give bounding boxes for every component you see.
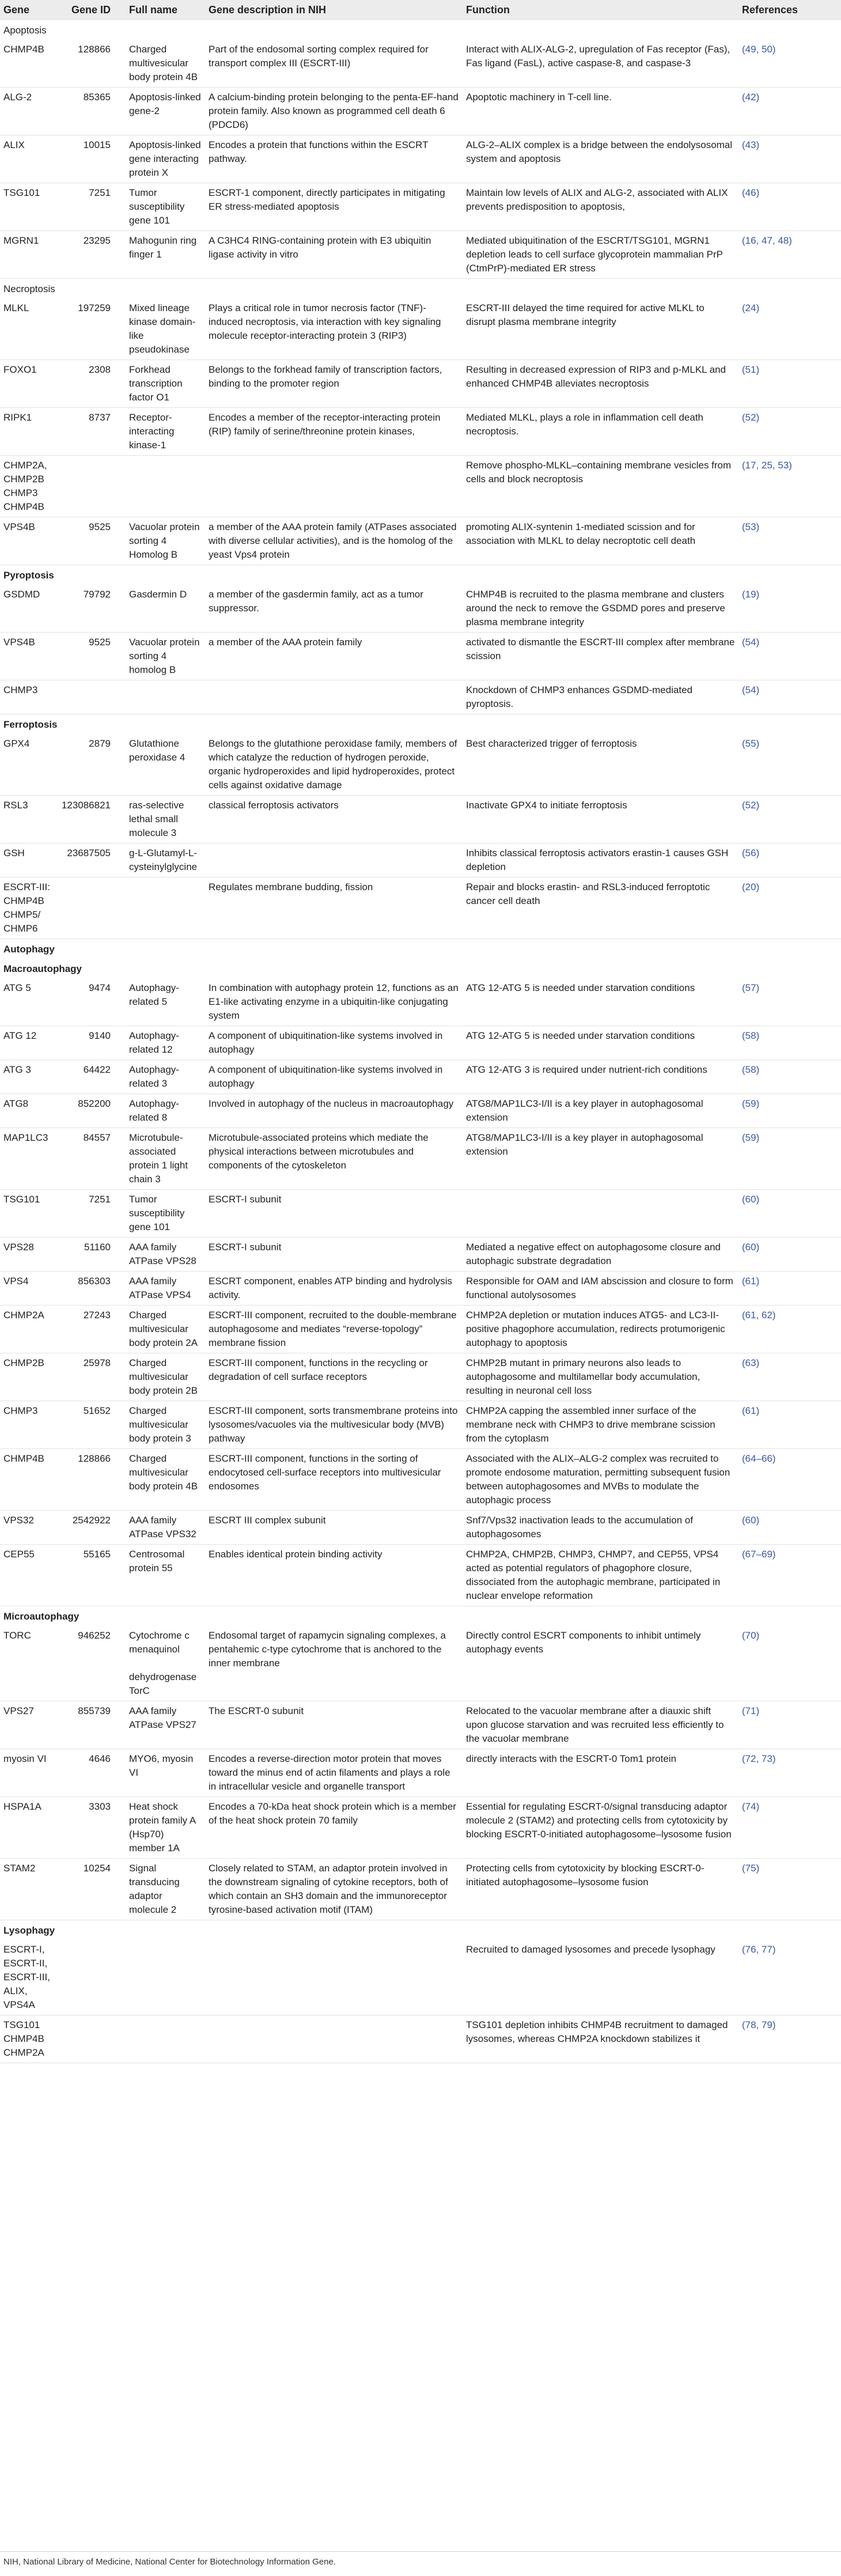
cell-description: Microtubule-associated proteins which mediate the physical interactions between microtubules and components of the cytoskeleton	[205, 1128, 463, 1190]
cell-function: Best characterized trigger of ferroptosis	[463, 734, 738, 796]
cell-function: Inhibits classical ferroptosis activators erastin-1 causes GSH depletion	[463, 843, 738, 877]
cell-description: Endosomal target of rapamycin signaling complexes, a pentahemic c-type cytochrome that is anchored to the inner membrane	[205, 1626, 463, 1701]
cell-references[interactable]: (46)	[738, 183, 841, 231]
cell-gene-id: 8737	[56, 408, 126, 456]
table-row	[0, 1026, 841, 1060]
section-row	[0, 714, 841, 735]
cell-function: ESCRT-III delayed the time required for active MLKL to disrupt plasma membrane integrity	[463, 298, 738, 360]
cell-gene: TSG101 CHMP4B CHMP2A	[0, 2015, 56, 2063]
cell-full-name: AAA family ATPase VPS28	[126, 1238, 205, 1272]
cell-full-name: Signal transducing adaptor molecule 2	[126, 1859, 205, 1920]
header-references: References	[738, 0, 841, 20]
cell-gene: FOXO1	[0, 360, 56, 408]
cell-gene: ESCRT-III: CHMP4B CHMP5/ CHMP6	[0, 877, 56, 939]
cell-function: Maintain low levels of ALIX and ALG-2, associated with ALIX prevents predisposition to apoptosis,	[463, 183, 738, 231]
cell-gene: CHMP3	[0, 1401, 56, 1449]
cell-gene-id: 2879	[56, 734, 126, 796]
cell-description: Belongs to the forkhead family of transcription factors, binding to the promoter region	[205, 360, 463, 408]
cell-function: ATG 12-ATG 3 is required under nutrient-rich conditions	[463, 1060, 738, 1094]
table-row	[0, 1238, 841, 1272]
cell-function: CHMP2A, CHMP2B, CHMP3, CHMP7, and CEP55, VPS4 acted as potential regulators of phagophore closure, dissociated from the autophagic membrane, participated in nuclear envelope reformation	[463, 1545, 738, 1606]
cell-description: A calcium-binding protein belonging to the penta-EF-hand protein family. Also known as programmed cell death 6 (PDCD6)	[205, 88, 463, 135]
cell-full-name: Autophagy-related 5	[126, 978, 205, 1026]
cell-gene-id: 10015	[56, 135, 126, 183]
cell-function: TSG101 depletion inhibits CHMP4B recruitment to damaged lysosomes, whereas CHMP2A knockdown stabilizes it	[463, 2015, 738, 2063]
cell-gene: TORC	[0, 1626, 56, 1701]
cell-description: ESCRT-III component, functions in the recycling or degradation of cell surface receptors	[205, 1353, 463, 1401]
cell-references[interactable]: (74)	[738, 1797, 841, 1859]
cell-references[interactable]: (54)	[738, 633, 841, 680]
table-header-row	[0, 0, 841, 20]
section-row	[0, 279, 841, 299]
cell-description: ESCRT-1 component, directly participates in mitigating ER stress-mediated apoptosis	[205, 183, 463, 231]
table-row	[0, 633, 841, 680]
cell-full-name: Mahogunin ring finger 1	[126, 231, 205, 279]
cell-description: ESCRT III complex subunit	[205, 1511, 463, 1545]
cell-references[interactable]: (61)	[738, 1401, 841, 1449]
cell-gene-id: 7251	[56, 1190, 126, 1238]
table-row	[0, 88, 841, 135]
cell-references[interactable]: (20)	[738, 877, 841, 939]
header-gene: Gene	[0, 0, 56, 20]
cell-function: ALG-2–ALIX complex is a bridge between the endolysosomal system and apoptosis	[463, 135, 738, 183]
cell-references[interactable]: (64–66)	[738, 1449, 841, 1511]
cell-gene: MAP1LC3	[0, 1128, 56, 1190]
cell-gene-id: 852200	[56, 1094, 126, 1128]
cell-gene: VPS4B	[0, 517, 56, 565]
cell-references[interactable]: (67–69)	[738, 1545, 841, 1606]
section-heading: Apoptosis	[3, 25, 47, 36]
cell-gene: GPX4	[0, 734, 56, 796]
table-body	[0, 20, 841, 2063]
table-row	[0, 183, 841, 231]
footnote: NIH, National Library of Medicine, National Center for Biotechnology Information Gene.	[3, 2557, 336, 2567]
header-function: Function	[463, 0, 738, 20]
cell-function: Snf7/Vps32 inactivation leads to the accumulation of autophagosomes	[463, 1511, 738, 1545]
cell-full-name: Charged multivesicular body protein 4B	[126, 40, 205, 88]
section-row	[0, 959, 841, 978]
cell-function: Mediated a negative effect on autophagosome closure and autophagic substrate degradation	[463, 1238, 738, 1272]
cell-description: Regulates membrane budding, fission	[205, 877, 463, 939]
cell-function: ATG 12-ATG 5 is needed under starvation conditions	[463, 1026, 738, 1060]
cell-gene-id: 23687505	[56, 843, 126, 877]
section-heading: Ferroptosis	[3, 719, 58, 730]
cell-references[interactable]: (71)	[738, 1701, 841, 1749]
cell-description: Encodes a protein that functions within the ESCRT pathway.	[205, 135, 463, 183]
cell-full-name: AAA family ATPase VPS4	[126, 1272, 205, 1306]
cell-description	[205, 1940, 463, 2015]
section-row	[0, 565, 841, 585]
cell-function: directly interacts with the ESCRT-0 Tom1 protein	[463, 1749, 738, 1797]
table-row	[0, 843, 841, 877]
cell-references[interactable]: (51)	[738, 360, 841, 408]
cell-references[interactable]: (54)	[738, 680, 841, 714]
table-row	[0, 1797, 841, 1859]
table-row	[0, 1449, 841, 1511]
cell-gene-id: 855739	[56, 1701, 126, 1749]
cell-function: Responsible for OAM and IAM abscission and closure to form functional autolysosomes	[463, 1272, 738, 1306]
table-row	[0, 408, 841, 456]
table-row	[0, 1940, 841, 2015]
cell-gene-id: 9474	[56, 978, 126, 1026]
cell-gene: CHMP2B	[0, 1353, 56, 1401]
cell-description: Part of the endosomal sorting complex required for transport complex III (ESCRT-III)	[205, 40, 463, 88]
cell-full-name: Charged multivesicular body protein 2A	[126, 1306, 205, 1353]
cell-gene-id: 123086821	[56, 796, 126, 843]
table-row	[0, 360, 841, 408]
table-row	[0, 2015, 841, 2063]
cell-gene: VPS28	[0, 1238, 56, 1272]
cell-gene: TSG101	[0, 1190, 56, 1238]
cell-full-name: Heat shock protein family A (Hsp70) member 1A	[126, 1797, 205, 1859]
table-row	[0, 1353, 841, 1401]
cell-gene-id	[56, 877, 126, 939]
cell-full-name: Microtubule-associated protein 1 light chain 3	[126, 1128, 205, 1190]
cell-function: Apoptotic machinery in T-cell line.	[463, 88, 738, 135]
cell-references[interactable]: (53)	[738, 517, 841, 565]
cell-gene: ALG-2	[0, 88, 56, 135]
cell-full-name: Tumor susceptibility gene 101	[126, 1190, 205, 1238]
cell-gene: MLKL	[0, 298, 56, 360]
cell-gene: CHMP4B	[0, 40, 56, 88]
cell-gene-id	[56, 680, 126, 714]
cell-description	[205, 456, 463, 517]
cell-gene-id	[56, 2015, 126, 2063]
cell-gene-id: 27243	[56, 1306, 126, 1353]
cell-full-name: AAA family ATPase VPS32	[126, 1511, 205, 1545]
cell-gene-id: 51652	[56, 1401, 126, 1449]
footnote-divider	[0, 2551, 841, 2552]
cell-function: Inactivate GPX4 to initiate ferroptosis	[463, 796, 738, 843]
cell-references[interactable]: (59)	[738, 1094, 841, 1128]
cell-full-name: Glutathione peroxidase 4	[126, 734, 205, 796]
cell-function: ATG8/MAP1LC3-I/II is a key player in autophagosomal extension	[463, 1128, 738, 1190]
cell-gene-id: 946252	[56, 1626, 126, 1701]
cell-gene: ALIX	[0, 135, 56, 183]
cell-full-name: Centrosomal protein 55	[126, 1545, 205, 1606]
table-row	[0, 1701, 841, 1749]
cell-gene: STAM2	[0, 1859, 56, 1920]
cell-full-name: Mixed lineage kinase domain-like pseudokinase	[126, 298, 205, 360]
cell-gene-id	[56, 1940, 126, 2015]
table-row	[0, 1128, 841, 1190]
cell-description: classical ferroptosis activators	[205, 796, 463, 843]
cell-full-name: ras-selective lethal small molecule 3	[126, 796, 205, 843]
cell-gene: ATG 5	[0, 978, 56, 1026]
cell-references[interactable]: (55)	[738, 734, 841, 796]
cell-description	[205, 843, 463, 877]
cell-gene-id: 128866	[56, 40, 126, 88]
cell-gene: VPS4	[0, 1272, 56, 1306]
cell-function: Directly control ESCRT components to inhibit untimely autophagy events	[463, 1626, 738, 1701]
cell-full-name	[126, 2015, 205, 2063]
cell-references[interactable]: (58)	[738, 1026, 841, 1060]
table-row	[0, 298, 841, 360]
cell-gene-id: 4646	[56, 1749, 126, 1797]
cell-gene: CHMP2A, CHMP2B CHMP3 CHMP4B	[0, 456, 56, 517]
cell-full-name: Gasdermin D	[126, 585, 205, 633]
cell-references[interactable]: (24)	[738, 298, 841, 360]
section-heading: Pyroptosis	[3, 570, 54, 581]
table-row	[0, 40, 841, 88]
header-gene-id: Gene ID	[56, 0, 126, 20]
cell-references[interactable]: (60)	[738, 1190, 841, 1238]
cell-function: CHMP2A capping the assembled inner surface of the membrane neck with CHMP3 to drive membrane scission from the cytoplasm	[463, 1401, 738, 1449]
cell-full-name: Charged multivesicular body protein 4B	[126, 1449, 205, 1511]
cell-references[interactable]: (57)	[738, 978, 841, 1026]
cell-description: Involved in autophagy of the nucleus in macroautophagy	[205, 1094, 463, 1128]
cell-references[interactable]: (76, 77)	[738, 1940, 841, 2015]
cell-description: ESCRT component, enables ATP binding and hydrolysis activity.	[205, 1272, 463, 1306]
table-row	[0, 978, 841, 1026]
cell-gene: TSG101	[0, 183, 56, 231]
cell-gene-id: 79792	[56, 585, 126, 633]
header-full-name: Full name	[126, 0, 205, 20]
cell-gene-id: 7251	[56, 183, 126, 231]
cell-function: Associated with the ALIX–ALG-2 complex was recruited to promote endosome maturation, permitting subsequent fusion between autophagosomes and MVBs to modulate the autophagic process	[463, 1449, 738, 1511]
cell-function: Mediated ubiquitination of the ESCRT/TSG101, MGRN1 depletion leads to cell surface glycoprotein mammalian PrP (CtmPrP)-mediated ER stress	[463, 231, 738, 279]
cell-gene: ESCRT-I, ESCRT-II, ESCRT-III, ALIX, VPS4A	[0, 1940, 56, 2015]
section-row	[0, 1606, 841, 1626]
cell-full-name: Charged multivesicular body protein 2B	[126, 1353, 205, 1401]
cell-full-name	[126, 877, 205, 939]
cell-references[interactable]: (17, 25, 53)	[738, 456, 841, 517]
cell-gene-id: 128866	[56, 1449, 126, 1511]
cell-gene-id: 856303	[56, 1272, 126, 1306]
cell-references[interactable]: (49, 50)	[738, 40, 841, 88]
cell-references[interactable]: (78, 79)	[738, 2015, 841, 2063]
table-row	[0, 1859, 841, 1920]
cell-description: Encodes a member of the receptor-interacting protein (RIP) family of serine/threonine protein kinases,	[205, 408, 463, 456]
cell-full-name: MYO6, myosin VI	[126, 1749, 205, 1797]
cell-function: CHMP4B is recruited to the plasma membrane and clusters around the neck to remove the GSDMD pores and preserve plasma membrane integrity	[463, 585, 738, 633]
cell-full-name	[126, 456, 205, 517]
cell-description: ESCRT-III component, functions in the sorting of endocytosed cell-surface receptors into multivesicular endosomes	[205, 1449, 463, 1511]
cell-full-name	[126, 680, 205, 714]
header-description: Gene description in NIH	[205, 0, 463, 20]
cell-description: a member of the gasdermin family, act as a tumor suppressor.	[205, 585, 463, 633]
cell-references[interactable]: (16, 47, 48)	[738, 231, 841, 279]
cell-references[interactable]: (70)	[738, 1626, 841, 1701]
cell-function: activated to dismantle the ESCRT-III complex after membrane scission	[463, 633, 738, 680]
cell-description: Enables identical protein binding activity	[205, 1545, 463, 1606]
cell-gene: ATG8	[0, 1094, 56, 1128]
cell-references[interactable]: (75)	[738, 1859, 841, 1920]
cell-references[interactable]: (52)	[738, 796, 841, 843]
table-row	[0, 734, 841, 796]
cell-function: Essential for regulating ESCRT-0/signal transducing adaptor molecule 2 (STAM2) and protecting cells from cytotoxicity by blocking ESCRT-0-initiated autophagosome–lysosome fusion	[463, 1797, 738, 1859]
cell-gene: myosin VI	[0, 1749, 56, 1797]
cell-function: ATG 12-ATG 5 is needed under starvation conditions	[463, 978, 738, 1026]
section-row	[0, 1920, 841, 1940]
cell-description: Encodes a reverse-direction motor protein that moves toward the minus end of actin filaments and plays a role in intracellular vesicle and organelle transport	[205, 1749, 463, 1797]
cell-gene: VPS27	[0, 1701, 56, 1749]
cell-full-name: Charged multivesicular body protein 3	[126, 1401, 205, 1449]
cell-references[interactable]: (60)	[738, 1238, 841, 1272]
table-row	[0, 1272, 841, 1306]
table-row	[0, 1306, 841, 1353]
cell-full-name	[126, 1940, 205, 2015]
cell-gene-id: 197259	[56, 298, 126, 360]
cell-function: promoting ALIX-syntenin 1-mediated scission and for association with MLKL to delay necroptotic cell death	[463, 517, 738, 565]
cell-description: A component of ubiquitination-like systems involved in autophagy	[205, 1060, 463, 1094]
cell-gene: GSDMD	[0, 585, 56, 633]
cell-full-name: Autophagy-related 3	[126, 1060, 205, 1094]
cell-gene: GSH	[0, 843, 56, 877]
table-row	[0, 796, 841, 843]
cell-function: CHMP2A depletion or mutation induces ATG5- and LC3-II-positive phagophore accumulation, redirects protumorigenic autophagy to apoptosis	[463, 1306, 738, 1353]
cell-gene: CHMP4B	[0, 1449, 56, 1511]
section-heading: Lysophagy	[3, 1925, 55, 1936]
cell-gene-id	[56, 456, 126, 517]
cell-gene: RIPK1	[0, 408, 56, 456]
table-row	[0, 585, 841, 633]
cell-full-name: Forkhead transcription factor O1	[126, 360, 205, 408]
cell-function: Interact with ALIX-ALG-2, upregulation of Fas receptor (Fas), Fas ligand (FasL), active caspase-8, and caspase-3	[463, 40, 738, 88]
cell-gene-id: 3303	[56, 1797, 126, 1859]
cell-gene-id: 85365	[56, 88, 126, 135]
cell-gene-id: 2308	[56, 360, 126, 408]
cell-gene-id: 10254	[56, 1859, 126, 1920]
cell-gene: CHMP3	[0, 680, 56, 714]
table-row	[0, 1060, 841, 1094]
cell-description: a member of the AAA protein family	[205, 633, 463, 680]
table-row	[0, 1626, 841, 1701]
cell-gene-id: 9525	[56, 633, 126, 680]
cell-full-name: Autophagy-related 8	[126, 1094, 205, 1128]
cell-description: Closely related to STAM, an adaptor protein involved in the downstream signaling of cytokine receptors, both of which contain an SH3 domain and the immunoreceptor tyrosine-based activation motif (ITAM)	[205, 1859, 463, 1920]
cell-references[interactable]: (72, 73)	[738, 1749, 841, 1797]
cell-gene: ATG 12	[0, 1026, 56, 1060]
cell-references[interactable]: (56)	[738, 843, 841, 877]
cell-references[interactable]: (43)	[738, 135, 841, 183]
cell-gene: CEP55	[0, 1545, 56, 1606]
cell-gene-id: 9140	[56, 1026, 126, 1060]
cell-function: Remove phospho-MLKL–containing membrane vesicles from cells and block necroptosis	[463, 456, 738, 517]
table-row	[0, 135, 841, 183]
table-row	[0, 1190, 841, 1238]
cell-gene-id: 25978	[56, 1353, 126, 1401]
cell-function: Relocated to the vacuolar membrane after a diauxic shift upon glucose starvation and was recruited less efficiently to the vacuolar membrane	[463, 1701, 738, 1749]
cell-description: Plays a critical role in tumor necrosis factor (TNF)-induced necroptosis, via interaction with key signaling molecule receptor-interacting protein 3 (RIP3)	[205, 298, 463, 360]
cell-gene-id: 55165	[56, 1545, 126, 1606]
cell-function: ATG8/MAP1LC3-I/II is a key player in autophagosomal extension	[463, 1094, 738, 1128]
table-row	[0, 1749, 841, 1797]
cell-function	[463, 1190, 738, 1238]
table-row	[0, 1511, 841, 1545]
cell-full-name: Apoptosis-linked gene-2	[126, 88, 205, 135]
cell-description: a member of the AAA protein family (ATPases associated with diverse cellular activities), and is the homolog of the yeast Vps4 protein	[205, 517, 463, 565]
section-heading: Microautophagy	[3, 1611, 79, 1622]
section-row	[0, 939, 841, 959]
cell-full-name: Receptor-interacting kinase-1	[126, 408, 205, 456]
cell-full-name: Apoptosis-linked gene interacting protein X	[126, 135, 205, 183]
cell-references[interactable]: (59)	[738, 1128, 841, 1190]
cell-description: A component of ubiquitination-like systems involved in autophagy	[205, 1026, 463, 1060]
cell-description: In combination with autophagy protein 12, functions as an E1-like activating enzyme in a ubiquitin-like conjugating system	[205, 978, 463, 1026]
table-row	[0, 456, 841, 517]
cell-references[interactable]: (61)	[738, 1272, 841, 1306]
section-heading: Necroptosis	[3, 283, 55, 294]
cell-gene: CHMP2A	[0, 1306, 56, 1353]
cell-gene: MGRN1	[0, 231, 56, 279]
table-row	[0, 1401, 841, 1449]
cell-full-name: Vacuolar protein sorting 4 homolog B	[126, 633, 205, 680]
cell-description	[205, 2015, 463, 2063]
cell-gene-id: 9525	[56, 517, 126, 565]
cell-references[interactable]: (60)	[738, 1511, 841, 1545]
cell-description: ESCRT-III component, sorts transmembrane proteins into lysosomes/vacuoles via the multivesicular body (MVB) pathway	[205, 1401, 463, 1449]
cell-description: ESCRT-I subunit	[205, 1190, 463, 1238]
cell-description: ESCRT-I subunit	[205, 1238, 463, 1272]
cell-references[interactable]: (61, 62)	[738, 1306, 841, 1353]
cell-description: ESCRT-III component, recruited to the double-membrane autophagosome and mediates “reverse-topology” membrane fission	[205, 1306, 463, 1353]
section-heading: Autophagy	[3, 944, 55, 955]
cell-description: The ESCRT-0 subunit	[205, 1701, 463, 1749]
cell-references[interactable]: (52)	[738, 408, 841, 456]
cell-references[interactable]: (63)	[738, 1353, 841, 1401]
cell-full-name: Autophagy-related 12	[126, 1026, 205, 1060]
cell-description: Encodes a 70-kDa heat shock protein which is a member of the heat shock protein 70 family	[205, 1797, 463, 1859]
table-row	[0, 1094, 841, 1128]
cell-gene-id: 64422	[56, 1060, 126, 1094]
cell-description	[205, 680, 463, 714]
cell-references[interactable]: (42)	[738, 88, 841, 135]
table-row	[0, 680, 841, 714]
table-row	[0, 877, 841, 939]
cell-gene: HSPA1A	[0, 1797, 56, 1859]
cell-gene: VPS32	[0, 1511, 56, 1545]
cell-full-name: Tumor susceptibility gene 101	[126, 183, 205, 231]
cell-function: Recruited to damaged lysosomes and precede lysophagy	[463, 1940, 738, 2015]
cell-description: Belongs to the glutathione peroxidase family, members of which catalyze the reduction of hydrogen peroxide, organic hydroperoxides and lipid hydroperoxides, protect cells against oxidative damage	[205, 734, 463, 796]
cell-full-name: g-L-Glutamyl-L-cysteinylglycine	[126, 843, 205, 877]
table-row	[0, 231, 841, 279]
cell-function: CHMP2B mutant in primary neurons also leads to autophagosome and multilamellar body accumulation, resulting in neuronal cell loss	[463, 1353, 738, 1401]
cell-full-name: AAA family ATPase VPS27	[126, 1701, 205, 1749]
cell-function: Mediated MLKL, plays a role in inflammation cell death necroptosis.	[463, 408, 738, 456]
cell-function: Repair and blocks erastin- and RSL3-induced ferroptotic cancer cell death	[463, 877, 738, 939]
cell-gene-id: 23295	[56, 231, 126, 279]
section-row	[0, 20, 841, 40]
cell-gene-id: 84557	[56, 1128, 126, 1190]
cell-description: A C3HC4 RING-containing protein with E3 ubiquitin ligase activity in vitro	[205, 231, 463, 279]
cell-references[interactable]: (58)	[738, 1060, 841, 1094]
cell-references[interactable]: (19)	[738, 585, 841, 633]
table-row	[0, 1545, 841, 1606]
cell-gene: ATG 3	[0, 1060, 56, 1094]
cell-gene-id: 51160	[56, 1238, 126, 1272]
cell-gene: RSL3	[0, 796, 56, 843]
cell-function: Protecting cells from cytotoxicity by blocking ESCRT-0-initiated autophagosome–lysosome fusion	[463, 1859, 738, 1920]
cell-function: Knockdown of CHMP3 enhances GSDMD-mediated pyroptosis.	[463, 680, 738, 714]
cell-full-name: Cytochrome c menaquinol dehydrogenase TorC	[126, 1626, 205, 1701]
cell-function: Resulting in decreased expression of RIP3 and p-MLKL and enhanced CHMP4B alleviates necroptosis	[463, 360, 738, 408]
cell-full-name: Vacuolar protein sorting 4 Homolog B	[126, 517, 205, 565]
cell-gene-id: 2542922	[56, 1511, 126, 1545]
cell-gene: VPS4B	[0, 633, 56, 680]
table-row	[0, 517, 841, 565]
section-heading: Macroautophagy	[3, 963, 82, 974]
